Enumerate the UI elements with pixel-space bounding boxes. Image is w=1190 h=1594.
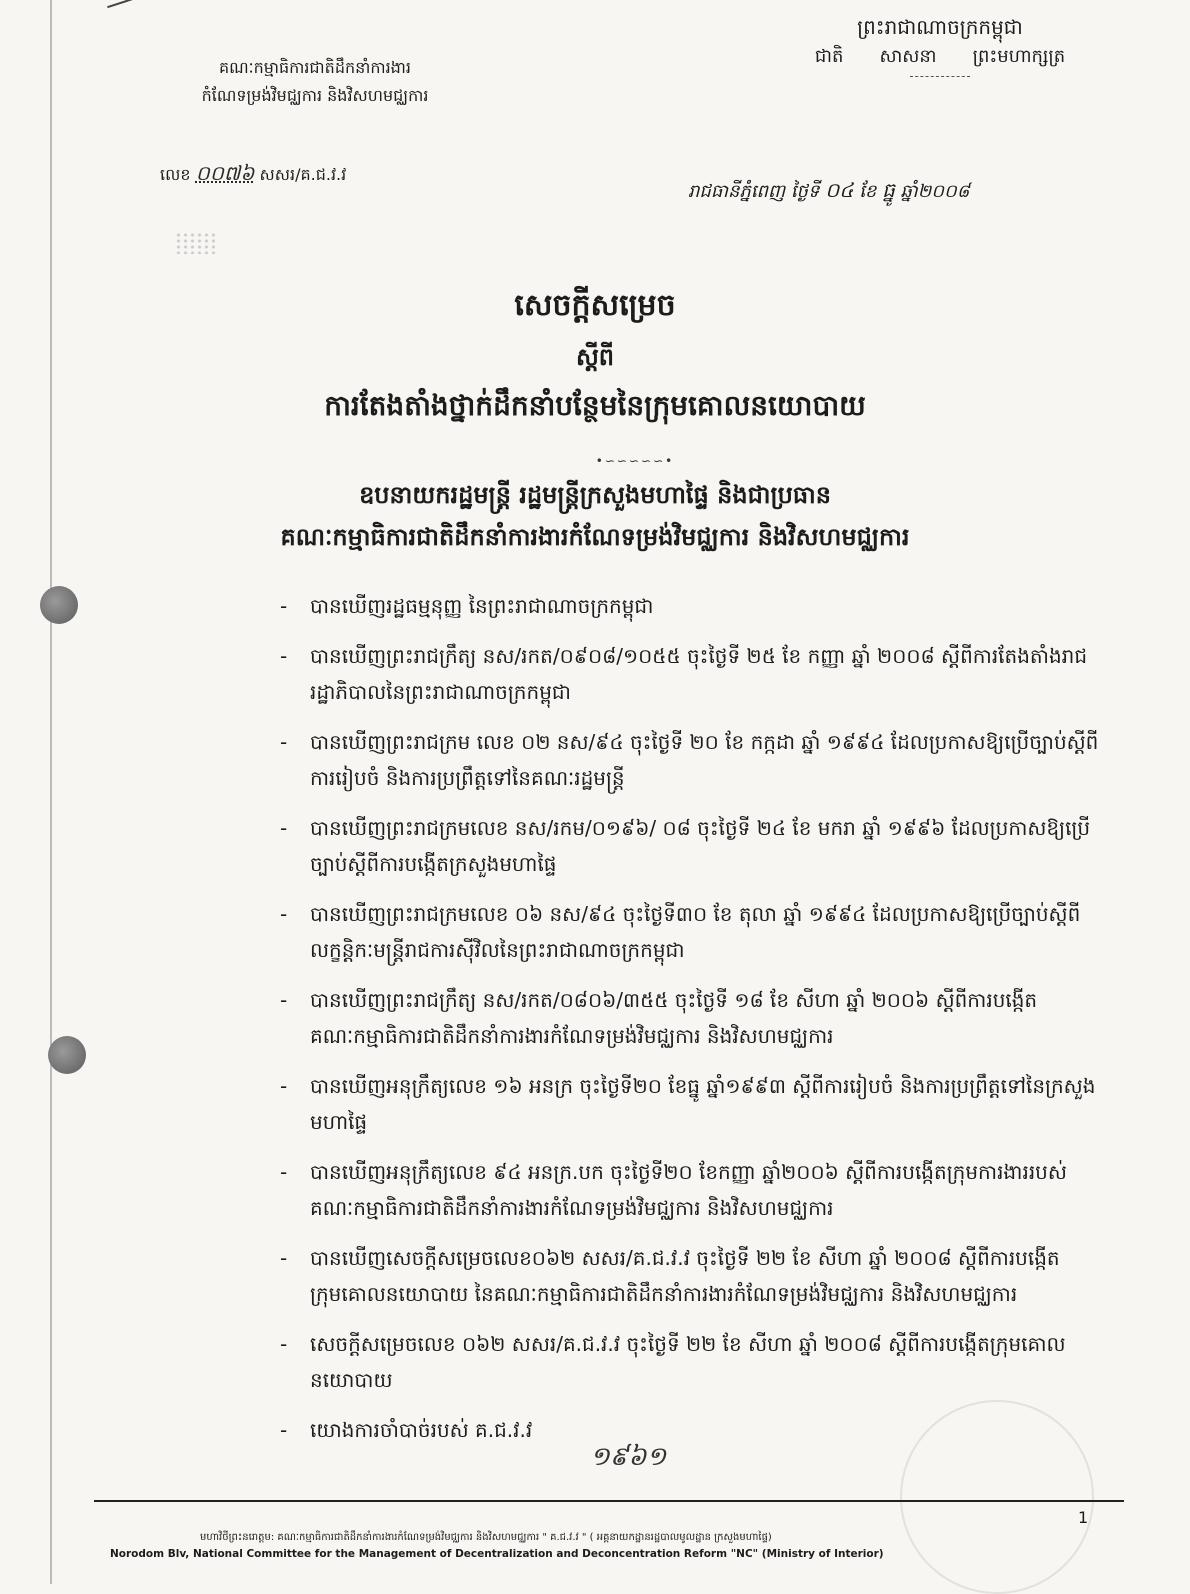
kingdom-header	[760, 12, 1120, 77]
list-item: - បានឃើញព្រះរាជក្រឹត្យ នស/រកត/០៩០៨/១០៥៥ ចុះថ្ងៃទី ២៥ ខែ កញ្ញា ឆ្នាំ ២០០៨ ស្ដីពីការតែងតាំងរាជរដ្ឋាភិបាលនៃព្រះរាជាណាចក្រកម្ពុជា	[280, 644, 1088, 704]
page-number: 1	[1078, 1508, 1089, 1527]
scan-noise	[175, 232, 215, 254]
date-day: ០៤	[825, 178, 854, 202]
title-ornament: •∽∽∽∽∽•	[595, 454, 675, 468]
date-line	[688, 177, 970, 207]
kingdom-name: ព្រះរាជាណាចក្រកម្ពុជា	[857, 15, 1023, 39]
motto-nation: ជាតិ	[814, 46, 844, 67]
footer-address-khmer: មហាវិថីព្រះនរោត្ដម: គណៈកម្មាធិការជាតិដឹកនាំការងារកំណែទម្រង់វិមជ្ឈការ និងវិសហមជ្ឈការ " គ.ជ.វ.វ " ( អគ្គនាយកដ្ឋានរដ្ឋបាលមូលដ្ឋាន ក្រសួងមហាផ្ទៃ)	[200, 1532, 772, 1543]
organization-header	[170, 54, 460, 110]
list-item: - បានឃើញរដ្ឋធម្មនុញ្ញ នៃព្រះរាជាណាចក្រកម្ពុជា	[280, 594, 654, 618]
date-prefix: រាជធានីភ្នំពេញ ថ្ងៃទី	[688, 181, 820, 202]
faded-seal-icon	[900, 1400, 1094, 1594]
date-month: ធ្នូ	[882, 178, 895, 202]
list-item: - សេចក្ដីសម្រេចលេខ ០៦២ សសរ/គ.ជ.វ.វ ចុះថ្ងៃទី ២២ ខែ សីហា ឆ្នាំ ២០០៨ ស្ដីពីការបង្កើតក្រុមគោលនយោបាយ	[280, 1332, 1066, 1392]
document-subject: ការតែងតាំងថ្នាក់ដឹកនាំបន្ថែមនៃក្រុមគោលនយោបាយ	[324, 389, 866, 422]
org-line-1: គណៈកម្មាធិការជាតិដឹកនាំការងារ	[219, 58, 411, 77]
document-title: សេចក្ដីសម្រេច	[514, 288, 676, 323]
org-line-2: កំណែទម្រង់វិមជ្ឈការ និងវិសហមជ្ឈការ	[201, 86, 429, 105]
ref-suffix: សសរ/គ.ជ.វ.វ	[259, 165, 347, 184]
reference-number	[160, 160, 346, 190]
ref-label: លេខ	[160, 165, 191, 184]
list-item: - បានឃើញព្រះរាជក្រមលេខ នស/រកម/០១៩៦/ ០៨ ចុះថ្ងៃទី ២៤ ខែ មករា ឆ្នាំ ១៩៩៦ ដែលប្រកាសឱ្យប្រើច្បាប់ស្ដីពីការបង្កើតក្រសួងមហាផ្ទៃ	[280, 816, 1091, 876]
punch-hole-icon	[40, 586, 78, 624]
authority-line-2: គណៈកម្មាធិការជាតិដឹកនាំការងារកំណែទម្រង់វិមជ្ឈការ និងវិសហមជ្ឈការ	[280, 523, 910, 551]
list-item: - បានឃើញអនុក្រឹត្យលេខ ៩៤ អនក្រ.បក ចុះថ្ងៃទី២០ ខែកញ្ញា ឆ្នាំ២០០៦ ស្ដីពីការបង្កើតក្រុមការងាររបស់គណៈកម្មាធិការជាតិដឹកនាំការងារកំណែទម្រង់វិមជ្ឈការ និងវិសហមជ្ឈការ	[280, 1160, 1067, 1220]
list-item: - យោងការចាំបាច់របស់ គ.ជ.វ.វ	[280, 1418, 533, 1442]
date-year: ឆ្នាំ២០០៨	[900, 181, 970, 202]
list-item: - បានឃើញព្រះរាជក្រឹត្យ នស/រកត/០៨០៦/៣៥៥ ចុះថ្ងៃទី ១៨ ខែ សីហា ឆ្នាំ ២០០៦ ស្ដីពីការបង្កើតគណៈកម្មាធិការជាតិដឹកនាំការងារកំណែទម្រង់វិមជ្ឈការ និងវិសហមជ្ឈការ	[280, 988, 1038, 1048]
punch-hole-icon	[48, 1036, 86, 1074]
motto-king: ព្រះមហាក្សត្រ	[972, 46, 1066, 67]
pen-mark	[107, 0, 135, 16]
handwritten-stamp-number: ១៩៦១	[590, 1442, 667, 1472]
list-item: - បានឃើញសេចក្ដីសម្រេចលេខ០៦២ សសរ/គ.ជ.វ.វ ចុះថ្ងៃទី ២២ ខែ សីហា ឆ្នាំ ២០០៨ ស្ដីពីការបង្កើតក្រុមគោលនយោបាយ នៃគណៈកម្មាធិការជាតិដឹកនាំការងារកំណែទម្រង់វិមជ្ឈការ និងវិសហមជ្ឈការ	[280, 1246, 1060, 1306]
national-motto	[760, 42, 1120, 72]
list-item: - បានឃើញអនុក្រឹត្យលេខ ១៦ អនក្រ ចុះថ្ងៃទី២០ ខែធ្នូ ឆ្នាំ១៩៩៣ ស្ដីពីការរៀបចំ និងការប្រព្រឹត្តទៅនៃក្រសួងមហាផ្ទៃ	[280, 1074, 1096, 1134]
footer-rule	[94, 1500, 1124, 1502]
list-item: - បានឃើញព្រះរាជក្រម លេខ ០២ នស/៩៤ ចុះថ្ងៃទី ២០ ខែ កក្កដា ឆ្នាំ ១៩៩៤ ដែលប្រកាសឱ្យប្រើច្បាប់ស្ដីពីការរៀបចំ និងការប្រព្រឹត្តទៅនៃគណៈរដ្ឋមន្ត្រី	[280, 730, 1099, 790]
date-month-label: ខែ	[859, 181, 877, 202]
references-list	[280, 588, 1100, 1462]
list-item: - បានឃើញព្រះរាជក្រមលេខ ០៦ នស/៩៤ ចុះថ្ងៃទី៣០ ខែ តុលា ឆ្នាំ ១៩៩៤ ដែលប្រកាសឱ្យប្រើច្បាប់ស្ដីពីលក្ខន្តិកៈមន្ត្រីរាជការស៊ីវិលនៃព្រះរាជាណាចក្រកម្ពុជា	[280, 902, 1081, 962]
motto-religion: សាសនា	[879, 46, 937, 67]
motto-divider	[910, 76, 970, 77]
title-about: ស្ដីពី	[575, 343, 615, 371]
ref-handwritten-number: ០០៧៦	[195, 161, 255, 185]
footer-address-english: Norodom Blv, National Committee for the Management of Decentralization and Deconcentration Reform "NC" (Ministry of Interior)	[110, 1548, 884, 1560]
page-edge-shadow	[50, 0, 52, 1584]
authority-line-1: ឧបនាយករដ្ឋមន្ត្រី រដ្ឋមន្ត្រីក្រសួងមហាផ្ទៃ និងជាប្រធាន	[359, 481, 831, 509]
